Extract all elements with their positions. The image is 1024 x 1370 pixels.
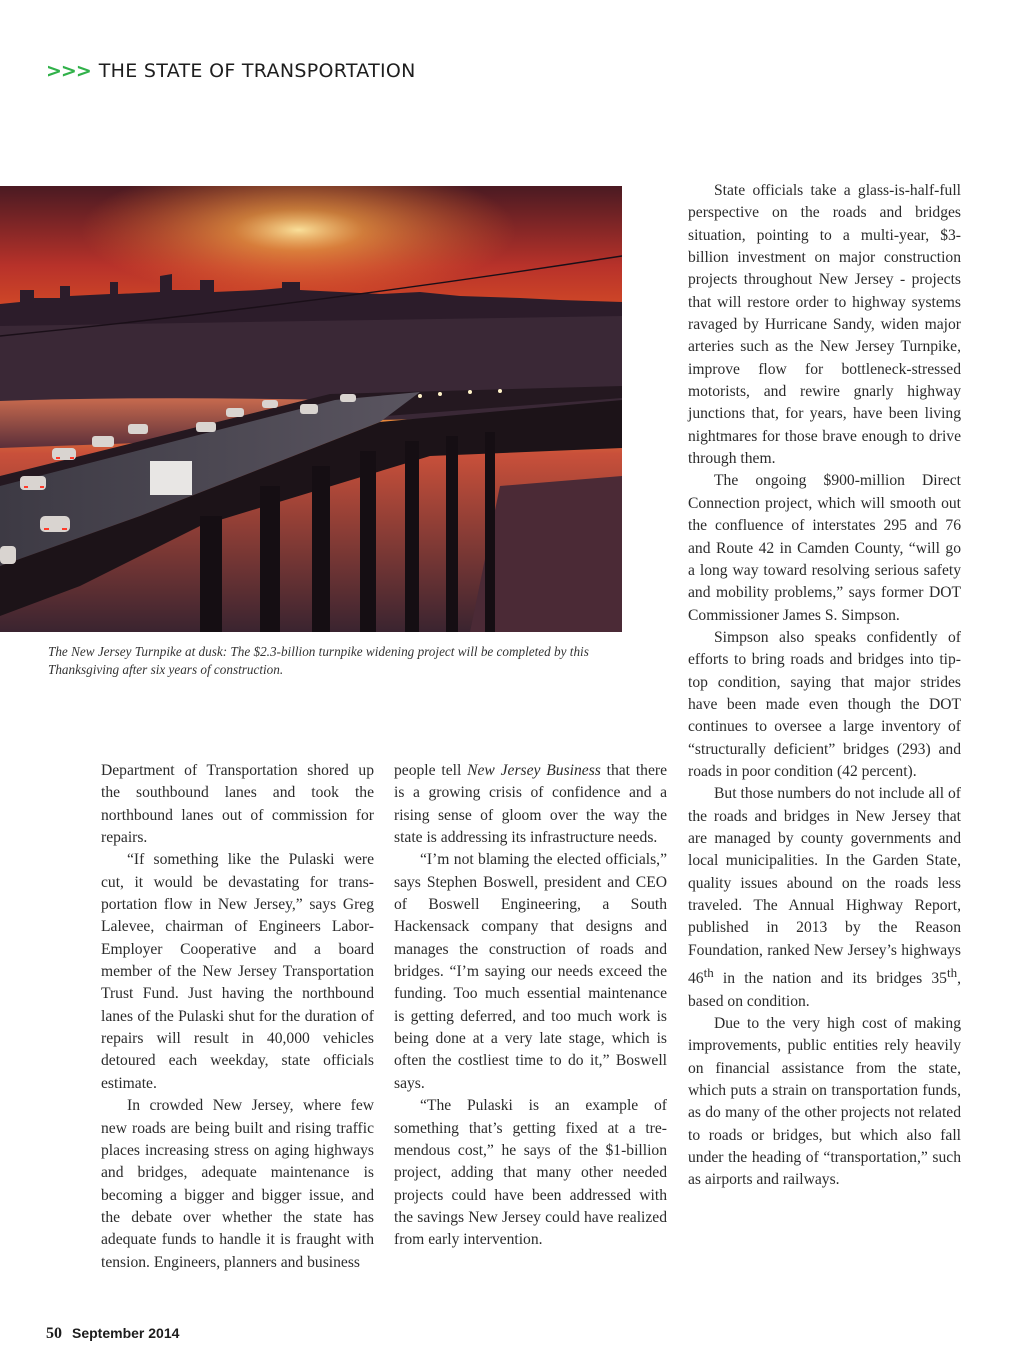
paragraph: Due to the very high cost of making improvements, public entities rely heavily on financial assistance from the state, which puts a strain on transportation funds, as do many of the other projects not related to roads or bridges, but which also fall under the heading of “transportation,” such as airports and railways.	[688, 1014, 961, 1189]
turnpike-photo	[0, 186, 622, 632]
page-number: 50	[46, 1325, 62, 1342]
paragraph: In crowded New Jersey, where few new roads are being built and rising traffic places increasing stress on aging highways and bridges, adequate maintenance is becoming a bigger and bigger issue, and the debate over whether the state has adequate funds to handle it is fraught with tension. Engineers, planners and business	[101, 1097, 374, 1271]
paragraph	[688, 783, 961, 1013]
text-run: that there is a growing crisis of confidence and a rising sense of gloom over the way the state is addressing its infrastructure needs.	[394, 762, 667, 847]
text-run: people tell	[394, 762, 468, 779]
text-run: But those numbers do not include all of the roads and bridges in New Jersey that are managed by county governments and local municipalities. In the Garden State, quality issues abound on the roads less traveled. The Annual Highway Report, published in 2013 by the Reason Foundation, ranked New Jersey’s highways 46	[688, 785, 961, 988]
text-run: in the nation and its bridges 35	[713, 970, 947, 988]
paragraph: The ongoing $900-million Direct Connection project, which will smooth out the confluence of interstates 295 and 76 and Route 42 in Camden County, “will go a long way toward resolving serious safety and mobility problems,” says former DOT Commissioner James S. Simpson.	[688, 472, 961, 624]
photo-caption: The New Jersey Turnpike at dusk: The $2.3-billion turnpike widening project will be completed by this Thanksgiving after six years of construction.	[48, 644, 589, 677]
article-column-2	[394, 760, 667, 1252]
article-column-1	[101, 760, 374, 1274]
ordinal-suffix: th	[703, 965, 714, 981]
paragraph: “The Pulaski is an example of something that’s getting fixed at a tremendous cost,” he says of the $1-billion project, adding that many other needed projects could have been addressed with the savings New Jersey could have realized from early intervention.	[394, 1097, 667, 1249]
ordinal-suffix: th	[946, 965, 958, 981]
paragraph: Department of Transportation shored up the southbound lanes and took the northbound lanes out of commission for repairs.	[101, 762, 374, 847]
issue-date: September 2014	[72, 1325, 180, 1341]
turnpike-dusk-image	[0, 186, 622, 632]
text-run: , based on condition.	[688, 970, 961, 1010]
paragraph: “I’m not blaming the elected officials,” says Stephen Boswell, president and CEO of Boswell Engineering, a South Hackensack company that designs and manages the construction of roads and bridges. “I’m saying our needs exceed the funding. Too much essential maintenance is getting deferred, and too much work is being done at a very late stage, which is often the costliest time to do it,” Boswell says.	[394, 851, 667, 1092]
paragraph: State officials take a glass-is-half-full perspective on the roads and bridges situation, pointing to a multi-year, $3-billion investment on major construction projects throughout New Jersey - projects that will restore order to highway systems ravaged by Hurricane Sandy, widen major arteries such as the New Jersey Turnpike, improve flow for bottleneck-stressed motorists, and rewire gnarly highway junctions that, for years, have been living nightmares for those brave enough to drive through them.	[688, 182, 961, 468]
article-column-3	[688, 180, 961, 1192]
paragraph: Simpson also speaks confidently of efforts to bring roads and bridges into tip-top condition, saying that major strides have been made even though the DOT continues to oversee a large inventory of “structurally deficient” bridges (293) and roads in poor condition (42 percent).	[688, 628, 961, 780]
section-header	[46, 60, 416, 82]
paragraph	[394, 760, 667, 849]
section-title: THE STATE OF TRANSPORTATION	[98, 60, 416, 82]
publication-name: New Jersey Business	[467, 762, 601, 779]
page-footer	[46, 1325, 179, 1343]
chevron-icon: >>>	[46, 60, 91, 82]
paragraph: “If something like the Pulaski were cut, it would be devastating for transportation flow in New Jersey,” says Greg Lalevee, chairman of Engineers Labor-Employer Cooperative and a board member of the New Jersey Transportation Trust Fund. Just having the northbound lanes of the Pulaski shut for the duration of repairs will result in 40,000 vehicles detoured each weekday, state officials estimate.	[101, 851, 374, 1092]
